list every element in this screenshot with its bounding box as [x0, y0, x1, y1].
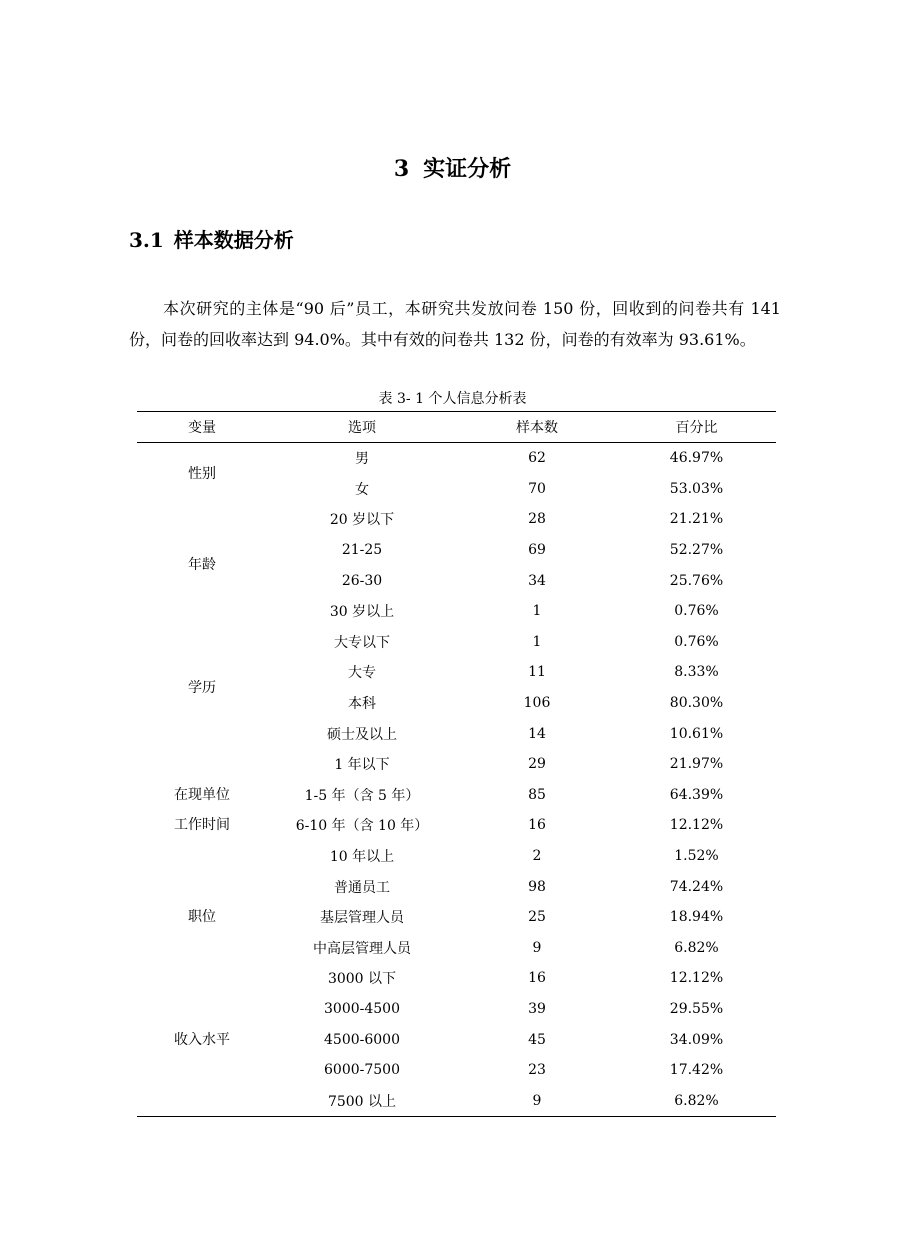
body-paragraph: 本次研究的主体是“90 后”员工，本研究共发放问卷 150 份，回收到的问卷共有 141 份，问卷的回收率达到 94.0%。其中有效的问卷共 132 份，问卷的有效率为 93.61%。	[129, 299, 781, 349]
chapter-title-text: 实证分析	[423, 156, 512, 182]
option-cell: 本科	[348, 696, 376, 713]
count-cell: 98	[528, 878, 546, 895]
percent-cell: 25.76%	[669, 572, 724, 589]
variable-cell: 收入水平	[174, 1031, 230, 1048]
percent-cell: 10.61%	[669, 725, 724, 742]
count-cell: 1	[532, 603, 542, 620]
chapter-title	[0, 152, 905, 186]
count-cell: 9	[532, 1092, 542, 1109]
table-row	[137, 443, 776, 474]
option-cell: 中高层管理人员	[313, 940, 411, 957]
percent-cell: 6.82%	[674, 1092, 719, 1109]
percent-cell: 17.42%	[669, 1062, 724, 1079]
percent-cell: 46.97%	[669, 450, 724, 467]
header-variable: 变量	[188, 420, 216, 436]
count-cell: 2	[532, 848, 542, 865]
option-cell: 1-5 年（含 5 年）	[304, 787, 420, 804]
table-header-row	[137, 412, 776, 443]
option-cell: 1 年以下	[334, 757, 390, 774]
count-cell: 85	[528, 786, 546, 803]
percent-cell: 64.39%	[669, 786, 724, 803]
percent-cell: 53.03%	[669, 480, 724, 497]
variable-cell: 性别	[188, 465, 216, 482]
count-cell: 70	[528, 480, 546, 497]
variable-cell: 学历	[188, 679, 216, 696]
count-cell: 62	[528, 450, 546, 467]
percent-cell: 0.76%	[674, 603, 719, 620]
percent-cell: 80.30%	[669, 695, 724, 712]
count-cell: 28	[528, 511, 546, 528]
option-cell: 硕士及以上	[327, 726, 397, 743]
personal-info-table	[137, 411, 776, 1117]
header-count: 样本数	[516, 420, 558, 436]
option-cell: 6000-7500	[324, 1062, 400, 1079]
percent-cell: 12.12%	[669, 970, 724, 987]
count-cell: 14	[528, 725, 546, 742]
percent-cell: 21.97%	[669, 756, 724, 773]
header-percent: 百分比	[675, 420, 718, 436]
percent-cell: 1.52%	[674, 848, 719, 865]
count-cell: 106	[523, 695, 551, 712]
option-cell: 大专以下	[334, 634, 390, 651]
percent-cell: 21.21%	[669, 511, 724, 528]
count-cell: 34	[528, 572, 546, 589]
percent-cell: 34.09%	[669, 1031, 724, 1048]
option-cell: 3000-4500	[324, 1000, 400, 1017]
table-body	[137, 443, 776, 1117]
option-cell: 男	[355, 451, 369, 468]
section-number: 3.1	[129, 228, 164, 252]
percent-cell: 74.24%	[669, 878, 724, 895]
table-caption: 表 3- 1 个人信息分析表	[378, 391, 527, 407]
option-cell: 21-25	[341, 542, 383, 559]
variable-cell: 年龄	[188, 557, 216, 574]
table-row	[137, 871, 776, 902]
percent-cell: 29.55%	[669, 1000, 724, 1017]
count-cell: 11	[528, 664, 546, 681]
option-cell: 6-10 年（含 10 年）	[295, 818, 429, 835]
percent-cell: 12.12%	[669, 817, 724, 834]
table-row	[137, 749, 776, 780]
option-cell: 基层管理人员	[320, 910, 404, 927]
count-cell: 25	[528, 909, 546, 926]
count-cell: 69	[528, 542, 546, 559]
option-cell: 普通员工	[334, 879, 390, 896]
section-title-text: 样本数据分析	[173, 228, 294, 252]
option-cell: 20 岁以下	[329, 512, 395, 529]
table-row	[137, 504, 776, 535]
count-cell: 39	[528, 1000, 546, 1017]
option-cell: 10 年以上	[329, 849, 395, 866]
variable-cell: 职位	[188, 909, 216, 926]
count-cell: 9	[532, 939, 542, 956]
header-option: 选项	[348, 420, 376, 436]
percent-cell: 0.76%	[674, 633, 719, 650]
count-cell: 16	[528, 970, 546, 987]
option-cell: 大专	[348, 665, 376, 682]
percent-cell: 52.27%	[669, 542, 724, 559]
count-cell: 16	[528, 817, 546, 834]
table-row	[137, 963, 776, 994]
option-cell: 4500-6000	[324, 1031, 400, 1048]
section-title	[129, 224, 294, 256]
count-cell: 23	[528, 1062, 546, 1079]
option-cell: 3000 以下	[327, 971, 397, 988]
option-cell: 7500 以上	[327, 1093, 397, 1110]
variable-cell: 在现单位 工作时间	[174, 787, 230, 834]
chapter-number: 3	[393, 156, 410, 182]
percent-cell: 18.94%	[669, 909, 724, 926]
count-cell: 29	[528, 756, 546, 773]
count-cell: 45	[528, 1031, 546, 1048]
percent-cell: 8.33%	[674, 664, 719, 681]
table-row	[137, 627, 776, 658]
option-cell: 26-30	[341, 572, 383, 589]
option-cell: 30 岁以上	[329, 604, 395, 621]
option-cell: 女	[355, 481, 369, 498]
percent-cell: 6.82%	[674, 939, 719, 956]
count-cell: 1	[532, 633, 542, 650]
